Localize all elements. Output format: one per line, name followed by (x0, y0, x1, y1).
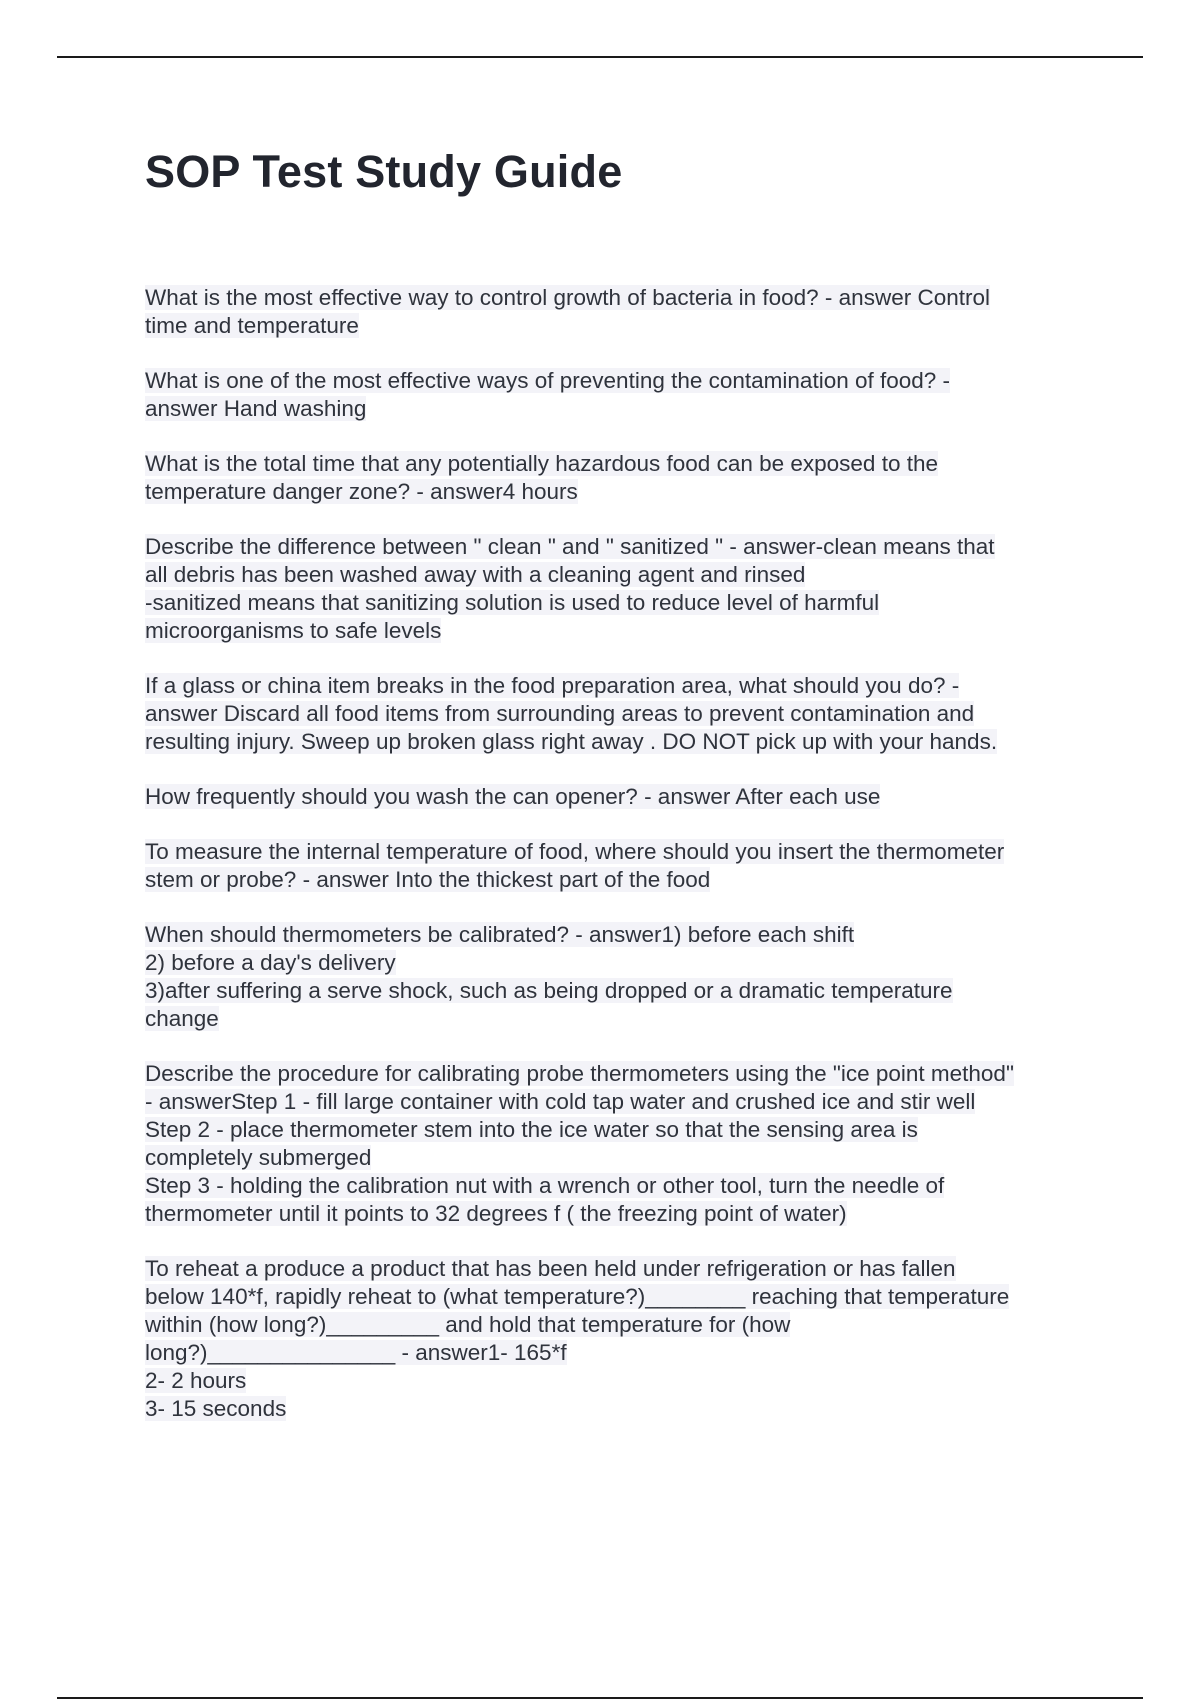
qa-line (145, 478, 1080, 506)
qa-line-text: stem or probe? - answer Into the thickest part of the food (145, 867, 711, 892)
qa-line-text: Describe the difference between " clean " and " sanitized " - answer-clean means that (145, 534, 995, 559)
qa-line (145, 367, 1080, 395)
qa-line-text: 3- 15 seconds (145, 1396, 287, 1421)
qa-line (145, 1283, 1080, 1311)
qa-line-text: Step 3 - holding the calibration nut with a wrench or other tool, turn the needle of (145, 1173, 945, 1198)
qa-line (145, 1144, 1080, 1172)
qa-line (145, 672, 1080, 700)
qa-line-text: To measure the internal temperature of food, where should you insert the thermometer (145, 839, 1005, 864)
qa-line (145, 921, 1080, 949)
qa-line-text: completely submerged (145, 1145, 372, 1170)
qa-line-text: 2- 2 hours (145, 1368, 247, 1393)
qa-line-text: When should thermometers be calibrated? - answer1) before each shift (145, 922, 855, 947)
qa-line (145, 1060, 1080, 1088)
qa-line (145, 561, 1080, 589)
qa-line-text: within (how long?)_________ and hold that temperature for (how (145, 1312, 791, 1337)
qa-line (145, 1172, 1080, 1200)
qa-item (145, 672, 1080, 756)
qa-line (145, 1005, 1080, 1033)
qa-line-text: Step 2 - place thermometer stem into the ice water so that the sensing area is (145, 1117, 918, 1142)
qa-line (145, 617, 1080, 645)
qa-line-text: Describe the procedure for calibrating probe thermometers using the "ice point method" (145, 1061, 1014, 1086)
qa-line-text: What is the most effective way to control growth of bacteria in food? - answer Control (145, 285, 990, 310)
qa-line (145, 395, 1080, 423)
qa-line-text: answer Discard all food items from surrounding areas to prevent contamination and (145, 701, 975, 726)
top-rule (57, 56, 1143, 58)
qa-line-text: below 140*f, rapidly reheat to (what temperature?)________ reaching that temperature (145, 1284, 1010, 1309)
qa-line-text: To reheat a produce a product that has been held under refrigeration or has fallen (145, 1256, 956, 1281)
qa-line-text: What is the total time that any potentially hazardous food can be exposed to the (145, 451, 938, 476)
qa-item (145, 783, 1080, 811)
qa-line (145, 1367, 1080, 1395)
bottom-rule (57, 1697, 1143, 1699)
qa-line-text: answer Hand washing (145, 396, 367, 421)
qa-line-text: - answerStep 1 - fill large container with cold tap water and crushed ice and stir well (145, 1089, 976, 1114)
qa-item (145, 838, 1080, 894)
qa-line-text: 3)after suffering a serve shock, such as being dropped or a dramatic temperature (145, 978, 953, 1003)
qa-item (145, 284, 1080, 340)
qa-line-text: time and temperature (145, 313, 359, 338)
qa-line (145, 949, 1080, 977)
qa-line-text: change (145, 1006, 219, 1031)
qa-line-text: 2) before a day's delivery (145, 950, 396, 975)
qa-line-text: microorganisms to safe levels (145, 618, 442, 643)
qa-line-text: If a glass or china item breaks in the food preparation area, what should you do? - (145, 673, 960, 698)
qa-line-text: thermometer until it points to 32 degrees f ( the freezing point of water) (145, 1201, 847, 1226)
qa-line (145, 1200, 1080, 1228)
qa-line-text: temperature danger zone? - answer4 hours (145, 479, 578, 504)
qa-line-text: all debris has been washed away with a cleaning agent and rinsed (145, 562, 806, 587)
page-title: SOP Test Study Guide (145, 146, 623, 197)
qa-line (145, 1088, 1080, 1116)
qa-line-text: -sanitized means that sanitizing solution is used to reduce level of harmful (145, 590, 880, 615)
qa-line (145, 533, 1080, 561)
qa-line (145, 450, 1080, 478)
qa-line (145, 1395, 1080, 1423)
qa-item (145, 1255, 1080, 1423)
qa-line (145, 866, 1080, 894)
qa-item (145, 450, 1080, 506)
qa-line (145, 977, 1080, 1005)
qa-item (145, 533, 1080, 645)
qa-line-text: resulting injury. Sweep up broken glass right away . DO NOT pick up with your hands. (145, 729, 998, 754)
qa-line (145, 783, 1080, 811)
qa-line (145, 700, 1080, 728)
qa-line (145, 589, 1080, 617)
qa-line (145, 838, 1080, 866)
qa-line-text: long?)_______________ - answer1- 165*f (145, 1340, 567, 1365)
qa-line (145, 1311, 1080, 1339)
qa-line (145, 312, 1080, 340)
qa-line (145, 728, 1080, 756)
qa-line (145, 1255, 1080, 1283)
qa-line-text: How frequently should you wash the can opener? - answer After each use (145, 784, 881, 809)
qa-item (145, 1060, 1080, 1228)
qa-item (145, 921, 1080, 1033)
qa-line (145, 284, 1080, 312)
qa-line (145, 1339, 1080, 1367)
qa-line-text: What is one of the most effective ways of preventing the contamination of food? - (145, 368, 951, 393)
qa-line (145, 1116, 1080, 1144)
qa-item (145, 367, 1080, 423)
qa-list (145, 284, 1080, 1450)
